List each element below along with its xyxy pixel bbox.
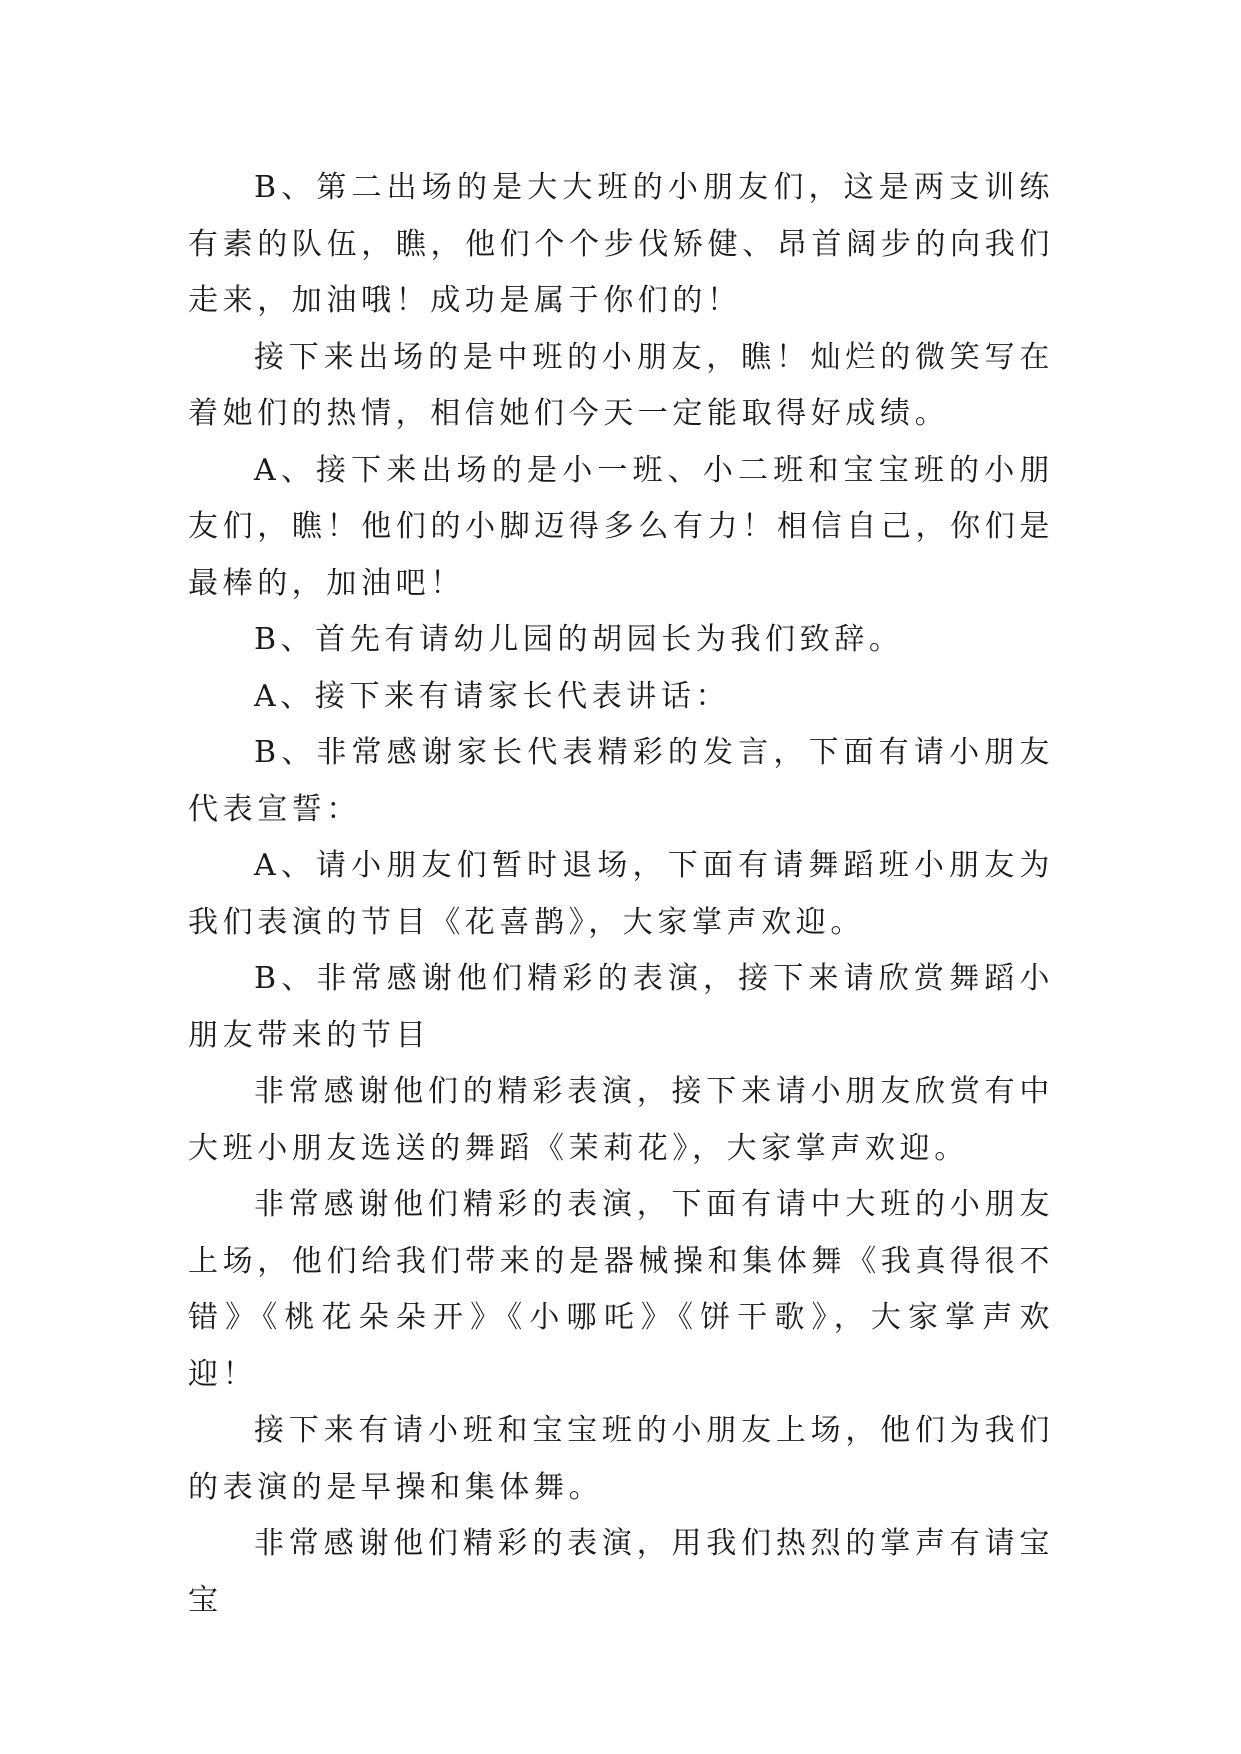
paragraph: A、接下来有请家长代表讲话：: [254, 678, 731, 714]
document-body: [188, 160, 1054, 1629]
paragraph: 非常感谢他们的精彩表演，接下来请小朋友欣赏有中大班小朋友选送的舞蹈《茉莉花》，大家掌声欢迎。: [188, 1074, 1054, 1166]
paragraph: B、非常感谢家长代表精彩的发言，下面有请小朋友代表宣誓：: [188, 735, 1054, 827]
paragraph: B、第二出场的是大大班的小朋友们，这是两支训练有素的队伍，瞧，他们个个步伐矫健、昂首阔步的向我们走来，加油哦！成功是属于你们的！: [188, 170, 1054, 318]
paragraph: B、首先有请幼儿园的胡园长为我们致辞。: [254, 622, 904, 657]
paragraph: 非常感谢他们精彩的表演，用我们热烈的掌声有请宝宝: [188, 1526, 1054, 1618]
paragraph: 非常感谢他们精彩的表演，下面有请中大班的小朋友上场，他们给我们带来的是器械操和集体舞《我真得很不错》《桃花朵朵开》《小哪吒》《饼干歌》，大家掌声欢迎！: [188, 1187, 1054, 1392]
paragraph: 接下来出场的是中班的小朋友，瞧！灿烂的微笑写在着她们的热情，相信她们今天一定能取得好成绩。: [188, 339, 1054, 431]
paragraph: A、接下来出场的是小一班、小二班和宝宝班的小朋友们，瞧！他们的小脚迈得多么有力！相信自己，你们是最棒的，加油吧！: [188, 452, 1054, 601]
paragraph: 接下来有请小班和宝宝班的小朋友上场，他们为我们的表演的是早操和集体舞。: [188, 1413, 1054, 1505]
paragraph: A、请小朋友们暂时退场，下面有请舞蹈班小朋友为我们表演的节目《花喜鹊》，大家掌声欢迎。: [188, 848, 1054, 940]
paragraph: B、非常感谢他们精彩的表演，接下来请欣赏舞蹈小朋友带来的节目: [188, 961, 1054, 1053]
